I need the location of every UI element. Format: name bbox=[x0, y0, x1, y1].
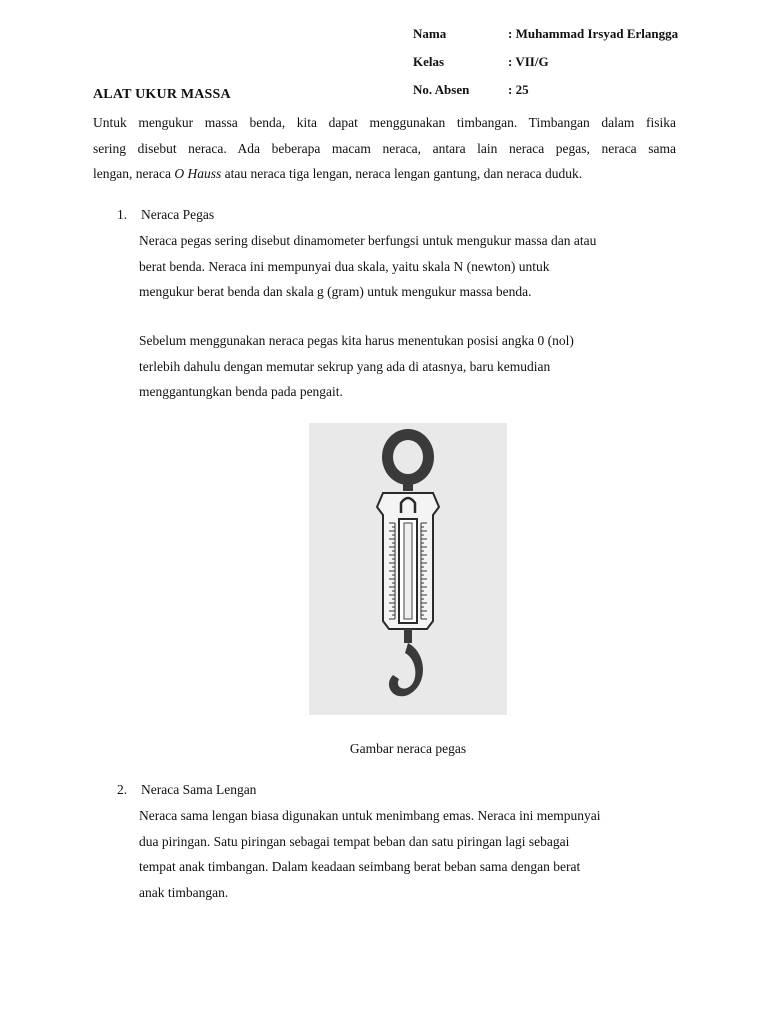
item-paragraph bbox=[139, 228, 684, 305]
intro-text: atau neraca tiga lengan, neraca lengan gantung, dan neraca duduk. bbox=[224, 166, 583, 181]
info-value: : Muhammad Irsyad Erlangga bbox=[508, 26, 679, 41]
intro-line bbox=[93, 161, 676, 187]
intro-text: lengan, neraca bbox=[93, 166, 171, 181]
paragraph-line: berat benda. Neraca ini mempunyai dua skala, yaitu skala N (newton) untuk bbox=[139, 258, 550, 274]
info-value: : 25 bbox=[508, 82, 529, 97]
list-number: 2. bbox=[117, 782, 128, 797]
info-label: Kelas bbox=[413, 54, 445, 69]
paragraph-line: anak timbangan. bbox=[139, 884, 229, 900]
paragraph-line: menggantungkan benda pada pengait. bbox=[139, 384, 343, 399]
paragraph-line: Sebelum menggunakan neraca pegas kita harus menentukan posisi angka 0 (nol) bbox=[139, 333, 574, 348]
info-row-absen bbox=[413, 82, 529, 98]
list-item-heading bbox=[117, 782, 256, 798]
spring-balance-figure bbox=[309, 423, 507, 715]
info-row-name bbox=[413, 26, 678, 42]
info-label: No. Absen bbox=[413, 82, 470, 97]
item-paragraph bbox=[139, 328, 684, 405]
figure-caption: Gambar neraca pegas bbox=[349, 741, 467, 756]
list-heading-text: Neraca Sama Lengan bbox=[141, 782, 257, 797]
info-value: : VII/G bbox=[508, 54, 549, 69]
paragraph-line: tempat anak timbangan. Dalam keadaan seimbang berat beban sama dengan berat bbox=[139, 859, 581, 874]
item-paragraph bbox=[139, 803, 684, 905]
list-heading-text: Neraca Pegas bbox=[141, 207, 215, 222]
paragraph-line: Neraca sama lengan biasa digunakan untuk menimbang emas. Neraca ini mempunyai bbox=[139, 808, 601, 823]
intro-paragraph bbox=[93, 110, 676, 187]
paragraph-line: terlebih dahulu dengan memutar sekrup yang ada di atasnya, baru kemudian bbox=[139, 358, 551, 374]
paragraph-line: mengukur berat benda dan skala g (gram) untuk mengukur massa benda. bbox=[139, 284, 532, 299]
intro-line: Untuk mengukur massa benda, kita dapat menggunakan timbangan. Timbangan dalam fisika bbox=[93, 115, 676, 130]
spring-balance-icon bbox=[309, 423, 507, 715]
intro-line: sering disebut neraca. Ada beberapa macam neraca, antara lain neraca pegas, neraca sama bbox=[93, 140, 676, 156]
intro-italic-term: O Hauss bbox=[174, 166, 222, 181]
info-label: Nama bbox=[413, 26, 447, 41]
list-item-heading bbox=[117, 207, 214, 223]
paragraph-line: dua piringan. Satu piringan sebagai tempat beban dan satu piringan lagi sebagai bbox=[139, 833, 570, 849]
info-row-class bbox=[413, 54, 549, 70]
page-title: ALAT UKUR MASSA bbox=[93, 87, 231, 102]
paragraph-line: Neraca pegas sering disebut dinamometer berfungsi untuk mengukur massa dan atau bbox=[139, 233, 597, 248]
list-number: 1. bbox=[117, 207, 128, 222]
